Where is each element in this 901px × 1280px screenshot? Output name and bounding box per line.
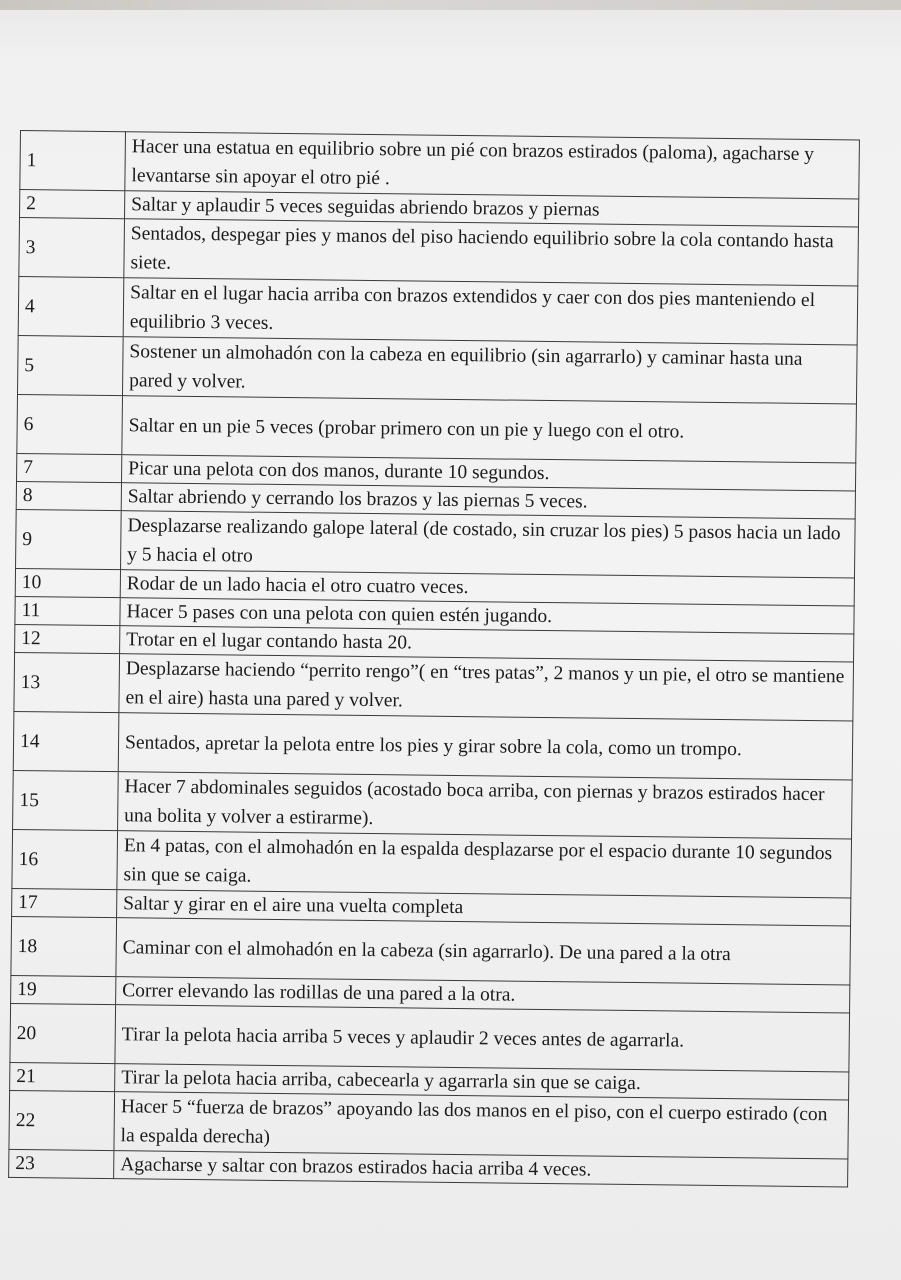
row-number: 6 xyxy=(17,394,123,454)
row-activity: Saltar en el lugar hacia arriba con brazos extendidos y caer con dos pies manteniendo el equilibrio 3 veces. xyxy=(123,278,858,345)
row-number: 4 xyxy=(18,276,124,336)
row-number: 11 xyxy=(15,596,120,625)
row-number: 8 xyxy=(16,481,121,510)
row-number: 23 xyxy=(9,1149,114,1178)
row-number: 20 xyxy=(10,1003,116,1063)
row-number: 16 xyxy=(12,829,118,889)
row-activity: Desplazarse realizando galope lateral (de costado, sin cruzar los pies) 5 pasos hacia un lado y 5 hacia el otro xyxy=(121,511,856,578)
row-activity: Sentados, apretar la pelota entre los pies y girar sobre la cola, como un trompo. xyxy=(118,713,853,780)
row-activity: Desplazarse haciendo “perrito rengo”( en “tres patas”, 2 manos y un pie, el otro se mantiene en el aire) hasta una pared y volver. xyxy=(119,654,854,721)
row-number: 19 xyxy=(11,975,116,1004)
table-row xyxy=(10,1003,850,1072)
row-activity: Rodar de un lado hacia el otro cuatro veces. xyxy=(120,570,854,606)
table-row xyxy=(19,218,859,287)
row-activity: Tirar la pelota hacia arriba 5 veces y aplaudir 2 veces antes de agarrarla. xyxy=(115,1005,850,1072)
row-activity: Hacer una estatua en equilibrio sobre un pié con brazos estirados (paloma), agacharse y levantarse sin apoyar el otro pié . xyxy=(125,132,860,199)
row-number: 5 xyxy=(17,335,123,395)
row-activity: Hacer 5 “fuerza de brazos” apoyando las dos manos en el piso, con el cuerpo estirado (con la espalda derecha) xyxy=(114,1092,849,1159)
row-activity: Saltar abriendo y cerrando los brazos y las piernas 5 veces. xyxy=(121,483,855,519)
row-activity: Hacer 7 abdominales seguidos (acostado boca arriba, con piernas y brazos estirados hacer una bolita y volver a estirarme). xyxy=(118,772,853,839)
row-number: 22 xyxy=(9,1090,115,1150)
table-row xyxy=(18,276,858,345)
row-number: 9 xyxy=(16,509,122,569)
table-row xyxy=(11,916,851,985)
row-number: 10 xyxy=(15,568,120,597)
row-activity: Tirar la pelota hacia arriba, cabecearla y agarrarla sin que se caiga. xyxy=(115,1064,849,1100)
row-number: 14 xyxy=(13,711,119,771)
paper-top-edge xyxy=(0,0,901,10)
row-activity: Saltar en un pie 5 veces (probar primero con un pie y luego con el otro. xyxy=(122,396,857,463)
row-number: 1 xyxy=(20,131,126,191)
row-activity: Correr elevando las rodillas de una pared a la otra. xyxy=(116,977,850,1013)
table-row xyxy=(17,394,857,463)
row-activity: Sentados, despegar pies y manos del piso haciendo equilibrio sobre la cola contando hasta siete. xyxy=(124,219,859,286)
row-activity: En 4 patas, con el almohadón en la espalda desplazarse por el espacio durante 10 segundos sin que se caiga. xyxy=(117,831,852,898)
row-number: 7 xyxy=(17,453,122,482)
row-number: 12 xyxy=(15,624,120,653)
row-number: 3 xyxy=(19,218,125,278)
table-row xyxy=(20,131,860,200)
table-row xyxy=(14,652,854,721)
table-row xyxy=(13,711,853,780)
row-activity: Saltar y aplaudir 5 veces seguidas abriendo brazos y piernas xyxy=(125,191,859,227)
row-number: 15 xyxy=(13,770,119,830)
table-row xyxy=(16,509,856,578)
row-activity: Sostener un almohadón con la cabeza en equilibrio (sin agarrarlo) y caminar hasta una pared y volver. xyxy=(122,337,857,404)
table-row xyxy=(13,770,853,839)
row-activity: Agacharse y saltar con brazos estirados hacia arriba 4 veces. xyxy=(114,1151,848,1187)
row-number: 17 xyxy=(12,888,117,917)
table-row xyxy=(17,335,857,404)
row-activity: Saltar y girar en el aire una vuelta completa xyxy=(117,890,851,926)
row-activity: Picar una pelota con dos manos, durante 10 segundos. xyxy=(122,455,856,491)
row-number: 18 xyxy=(11,916,117,976)
row-number: 2 xyxy=(20,190,125,219)
row-activity: Caminar con el almohadón en la cabeza (sin agarrarlo). De una pared a la otra xyxy=(116,918,851,985)
row-number: 21 xyxy=(10,1062,115,1091)
row-activity: Trotar en el lugar contando hasta 20. xyxy=(120,626,854,662)
table-row xyxy=(12,829,852,898)
row-activity: Hacer 5 pases con una pelota con quien estén jugando. xyxy=(120,598,854,634)
row-number: 13 xyxy=(14,652,120,712)
table-row xyxy=(9,1090,849,1159)
activities-table xyxy=(8,130,860,1187)
